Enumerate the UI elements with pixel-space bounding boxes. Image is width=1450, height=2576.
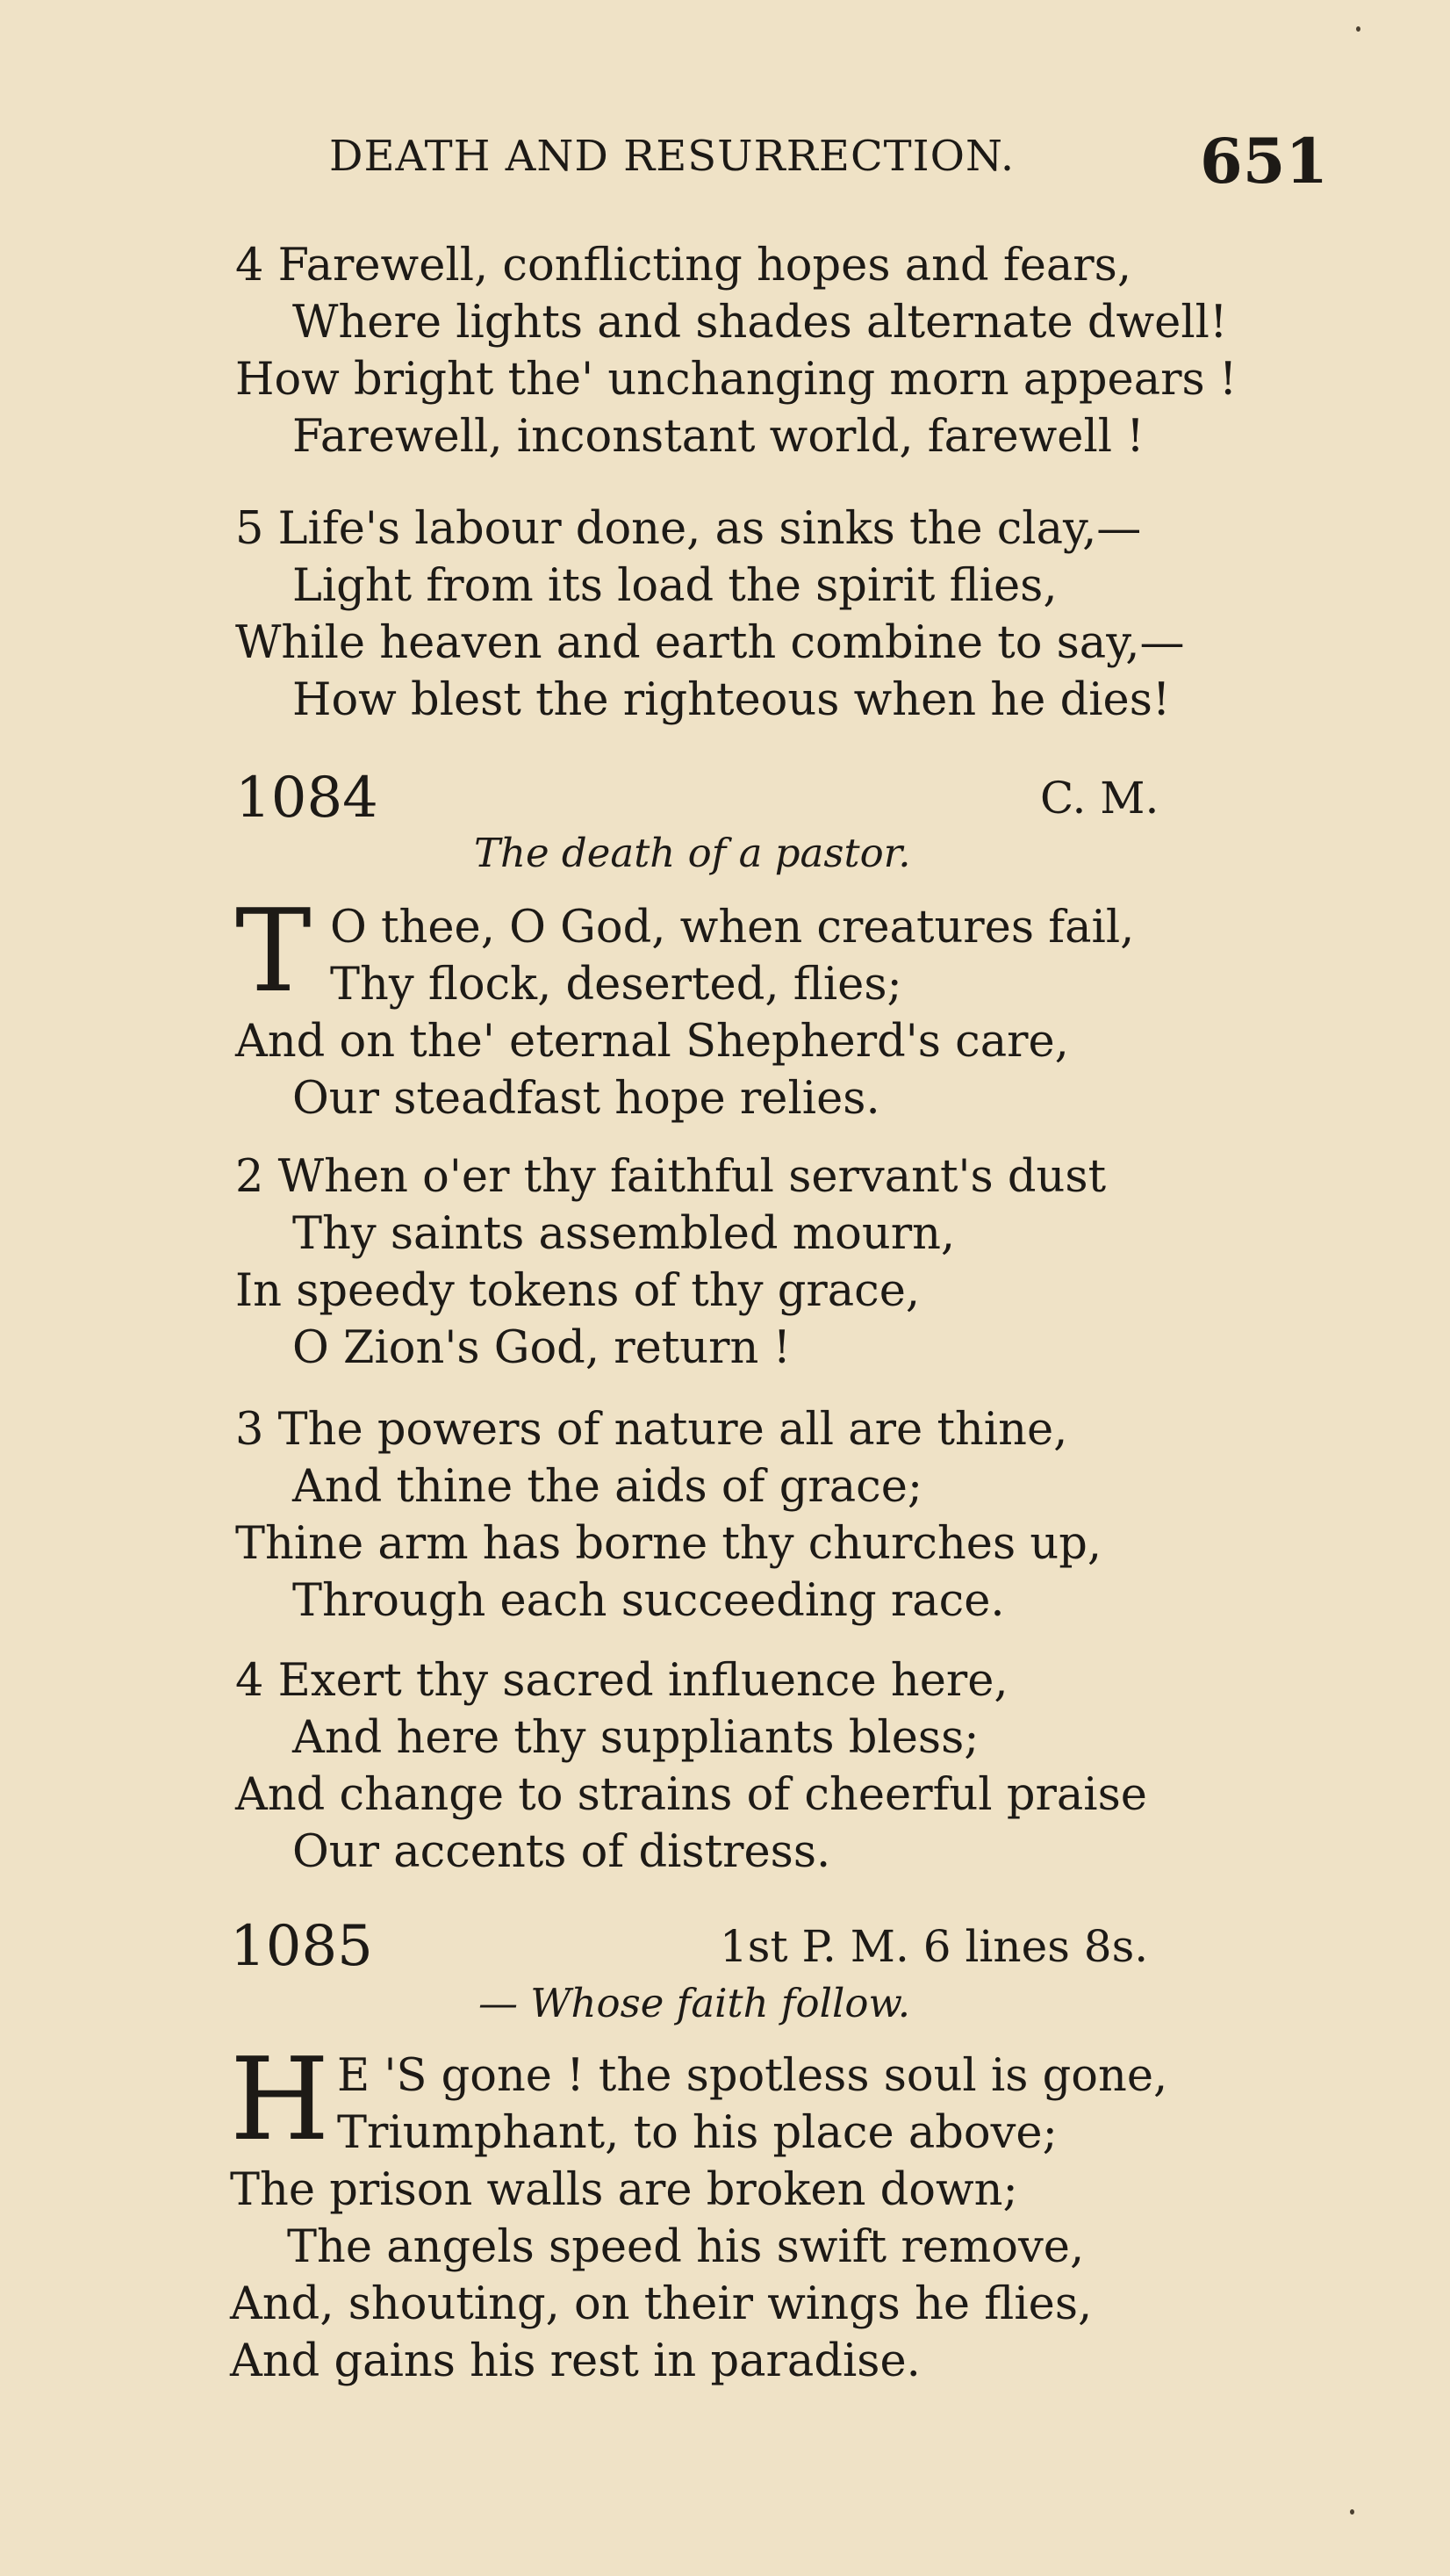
verse-line: Thy flock, deserted, flies;	[330, 959, 902, 1011]
verse-line: Farewell, inconstant world, farewell !	[292, 411, 1145, 463]
verse-line: And here thy suppliants bless;	[292, 1712, 980, 1764]
verse-3-1084	[235, 1401, 1102, 1630]
verse-line: O Zion's God, return !	[292, 1322, 792, 1374]
verse-1-opening	[330, 899, 1134, 1013]
verse-1085-opening	[337, 2047, 1167, 2162]
verse-line: Light from its load the spirit flies,	[292, 560, 1058, 612]
verse-line: The prison walls are broken down;	[230, 2164, 1018, 2216]
verse-2-1084	[235, 1148, 1106, 1377]
page-number: 651	[1200, 125, 1329, 198]
verse-line: In speedy tokens of thy grace,	[235, 1265, 921, 1317]
verse-4-top	[235, 237, 1237, 465]
verse-line: 3 The powers of nature all are thine,	[235, 1404, 1068, 1456]
verse-line: 4 Exert thy sacred influence here,	[235, 1655, 1009, 1707]
hymn-meter-1085: 1st P. M. 6 lines 8s.	[720, 1921, 1149, 1972]
verse-line: Thine arm has borne thy churches up,	[235, 1518, 1102, 1570]
verse-line: E 'S gone ! the spotless soul is gone,	[337, 2050, 1168, 2102]
verse-line: Through each succeeding race.	[292, 1575, 1005, 1627]
verse-line: And, shouting, on their wings he flies,	[230, 2278, 1093, 2330]
verse-line: Thy saints assembled mourn,	[292, 1208, 956, 1260]
verse-line: Triumphant, to his place above;	[337, 2107, 1058, 2159]
hymn-subtitle-1084: The death of a pastor.	[474, 830, 911, 876]
paper-speck	[1350, 2509, 1354, 2515]
verse-line: How blest the righteous when he dies!	[292, 674, 1171, 726]
verse-1085-rest	[230, 2162, 1092, 2390]
verse-line: O thee, O God, when creatures fail,	[330, 902, 1135, 953]
paper-speck	[1356, 26, 1360, 32]
hymn-meter-1084: C. M.	[1040, 773, 1159, 824]
verse-line: Where lights and shades alternate dwell!	[292, 297, 1228, 349]
running-header: DEATH AND RESURRECTION.	[329, 132, 1016, 181]
hymn-number-1085: 1085	[230, 1914, 373, 1979]
verse-line: 4 Farewell, conflicting hopes and fears,	[235, 240, 1132, 291]
hymn-subtitle-1085: — Whose faith follow.	[478, 1980, 911, 2026]
verse-line: While heaven and earth combine to say,—	[235, 617, 1185, 669]
verse-line: How bright the' unchanging morn appears !	[235, 354, 1238, 406]
drop-cap-t: T	[235, 884, 312, 1018]
verse-line: And thine the aids of grace;	[292, 1461, 923, 1513]
verse-5-top	[235, 500, 1184, 729]
verse-line: Our accents of distress.	[292, 1826, 831, 1878]
verse-line: And gains his rest in paradise.	[230, 2335, 921, 2387]
verse-line: Our steadfast hope relies.	[292, 1073, 880, 1125]
verse-1-rest	[235, 1013, 1069, 1127]
hymn-number-1084: 1084	[235, 766, 378, 831]
drop-cap-h: H	[230, 2033, 330, 2166]
verse-line: And on the' eternal Shepherd's care,	[235, 1016, 1069, 1068]
verse-line: 2 When o'er thy faithful servant's dust	[235, 1151, 1107, 1203]
verse-line: 5 Life's labour done, as sinks the clay,—	[235, 503, 1142, 555]
verse-line: And change to strains of cheerful praise	[235, 1769, 1147, 1821]
verse-4-1084	[235, 1652, 1147, 1881]
verse-line: The angels speed his swift remove,	[287, 2221, 1085, 2273]
